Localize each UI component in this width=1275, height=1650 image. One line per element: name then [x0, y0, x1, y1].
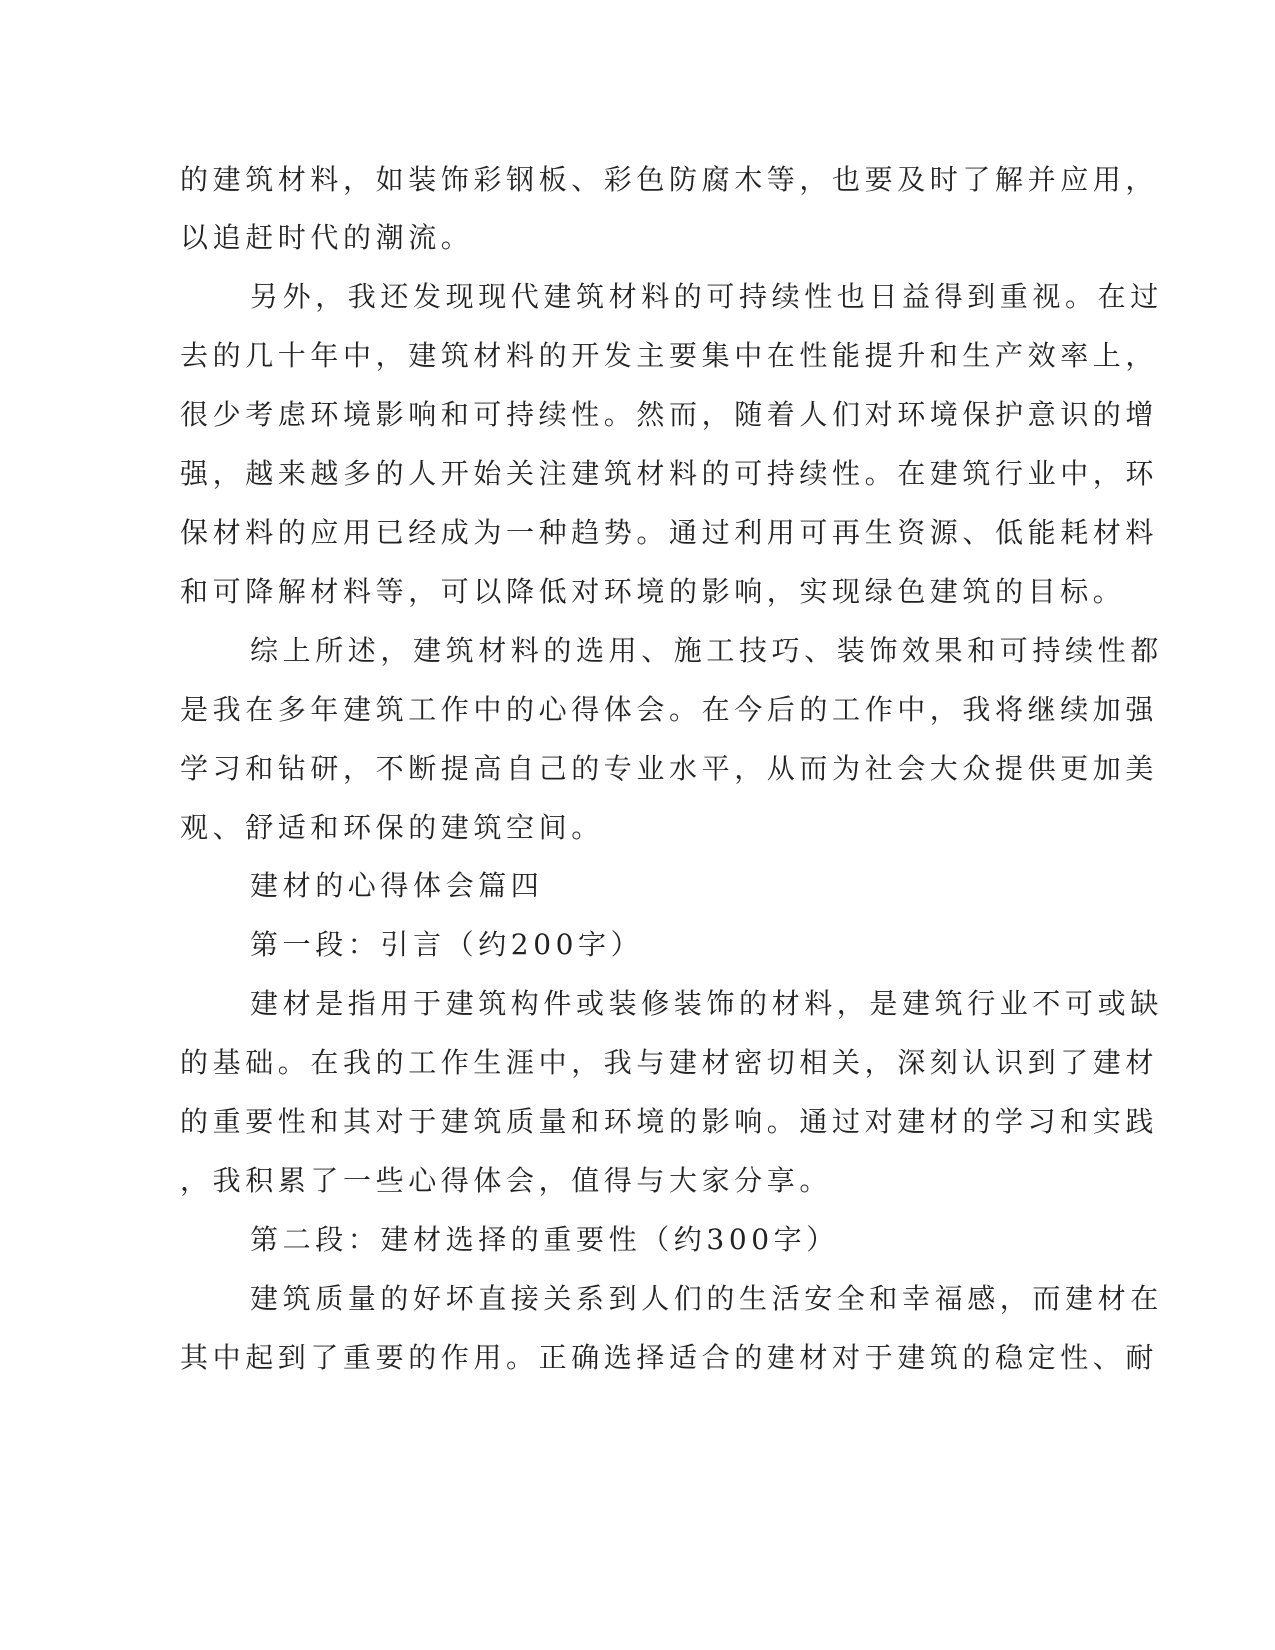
text-line: ，我积累了一些心得体会，值得与大家分享。 [180, 1164, 833, 1197]
text-line: 其中起到了重要的作用。正确选择适合的建材对于建筑的稳定性、耐 [180, 1341, 1159, 1374]
text-line: 去的几十年中，建筑材料的开发主要集中在性能提升和生产效率上， [180, 339, 1159, 372]
text-line: 是我在多年建筑工作中的心得体会。在今后的工作中，我将继续加强 [180, 693, 1159, 726]
text-line: 观、舒适和环保的建筑空间。 [180, 811, 604, 844]
section-heading-1: 第一段：引言（约200字） [250, 928, 644, 961]
text-line: 强，越来越多的人开始关注建筑材料的可持续性。在建筑行业中，环 [180, 457, 1159, 490]
text-line: 的重要性和其对于建筑质量和环境的影响。通过对建材的学习和实践 [180, 1105, 1159, 1138]
text-line: 很少考虑环境影响和可持续性。然而，随着人们对环境保护意识的增 [180, 398, 1159, 431]
paragraph-start-line: 建筑质量的好坏直接关系到人们的生活安全和幸福感，而建材在 [250, 1282, 1163, 1315]
text-line: 和可降解材料等，可以降低对环境的影响，实现绿色建筑的目标。 [180, 575, 1126, 608]
text-line: 以追赶时代的潮流。 [180, 221, 474, 254]
paragraph-start-line: 另外，我还发现现代建筑材料的可持续性也日益得到重视。在过 [250, 280, 1163, 313]
section-title: 建材的心得体会篇四 [250, 869, 544, 902]
paragraph-start-line: 综上所述，建筑材料的选用、施工技巧、装饰效果和可持续性都 [250, 634, 1163, 667]
text-line: 学习和钻研，不断提高自己的专业水平，从而为社会大众提供更加美 [180, 752, 1159, 785]
text-line: 的建筑材料，如装饰彩钢板、彩色防腐木等，也要及时了解并应用， [180, 163, 1159, 196]
text-line: 的基础。在我的工作生涯中，我与建材密切相关，深刻认识到了建材 [180, 1046, 1159, 1079]
paragraph-start-line: 建材是指用于建筑构件或装修装饰的材料，是建筑行业不可或缺 [250, 987, 1163, 1020]
section-heading-2: 第二段：建材选择的重要性（约300字） [250, 1223, 839, 1256]
text-line: 保材料的应用已经成为一种趋势。通过利用可再生资源、低能耗材料 [180, 516, 1159, 549]
